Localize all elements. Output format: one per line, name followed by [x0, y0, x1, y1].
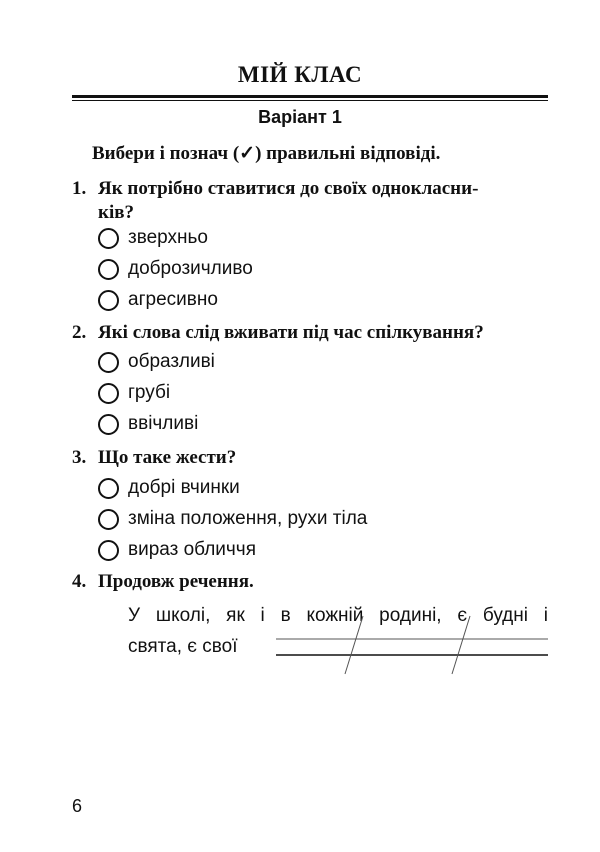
option-label: добрі вчинки — [128, 477, 240, 498]
question-number: 1. — [72, 178, 87, 199]
question-number: 4. — [72, 571, 87, 592]
writing-slant-1 — [345, 616, 363, 674]
variant-heading: Варіант 1 — [258, 107, 342, 127]
option-label: образливі — [128, 351, 215, 372]
option-label: зверхньо — [128, 227, 208, 248]
sentence-line-1: У школі, як і в кожній родині, є будні і — [128, 605, 548, 626]
option-label: доброзичливо — [128, 258, 253, 279]
page-number: 6 — [72, 796, 83, 816]
question-text: Як потрібно ставитися до своїх однокласни- — [98, 178, 479, 199]
question-text: Що таке жести? — [98, 447, 237, 468]
option-label: грубі — [128, 382, 171, 403]
option-label: агресивно — [128, 289, 218, 310]
option-label: зміна положення, рухи тіла — [128, 508, 368, 529]
writing-slant-2 — [452, 616, 470, 674]
question-text: Які слова слід вживати під час спілкування? — [98, 322, 484, 343]
page-title: МІЙ КЛАС — [237, 62, 363, 87]
question-number: 2. — [72, 322, 87, 343]
option-label: вираз обличчя — [128, 539, 256, 560]
question-text: Продовж речення. — [98, 571, 254, 592]
option-label: ввічливі — [128, 413, 199, 434]
question-number: 3. — [72, 447, 87, 468]
instruction-text: Вибери і познач (✓) правильні відповіді. — [92, 143, 441, 164]
sentence-line-2: свята, є свої — [128, 636, 238, 657]
question-1-continuation: ків? — [98, 202, 134, 223]
